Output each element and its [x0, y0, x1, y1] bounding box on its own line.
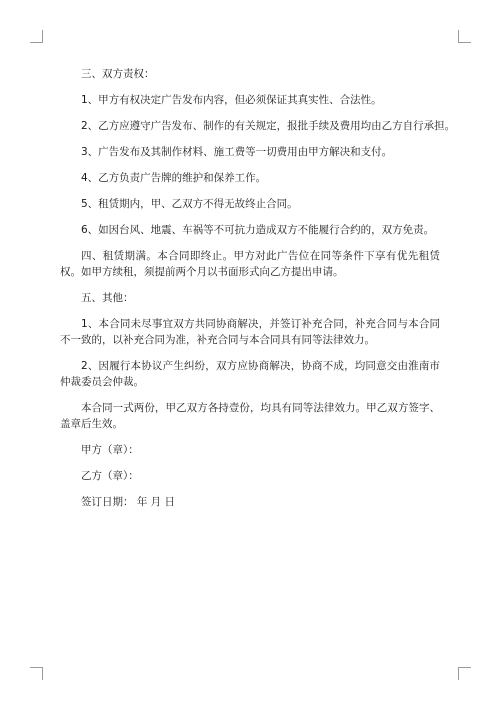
- clause-paragraph: 4、乙方负责广告牌的维护和保养工作。: [81, 172, 267, 184]
- corner-mark-top-left: [30, 30, 43, 43]
- party-b-seal-line: 乙方（章）：: [81, 470, 139, 482]
- document-body: [60, 66, 456, 510]
- corner-mark-bottom-left: [30, 667, 43, 680]
- corner-mark-bottom-right: [458, 667, 471, 680]
- clause-paragraph: 3、广告发布及其制作材料、施工费等一切费用由甲方解决和支付。: [81, 146, 393, 158]
- clause-paragraph: 1、甲方有权决定广告发布内容，但必须保证其真实性、合法性。: [81, 94, 382, 106]
- signing-date-line: 签订日期： 年 月 日: [81, 496, 176, 508]
- clause-paragraph: 2、乙方应遵守广告发布、制作的有关规定，报批手续及费用均由乙方自行承担。: [81, 120, 456, 132]
- clause-paragraph: 2、因履行本协议产生纠纷，双方应协商解决，协商不成，均同意交由淮南市仲裁委员会仲裁。: [60, 360, 440, 388]
- clause-paragraph: 1、本合同未尽事宜双方共同协商解决，并签订补充合同，补充合同与本合同不一致的，以补充合同为准，补充合同与本合同具有同等法律效力。: [60, 318, 440, 346]
- section-heading-rights: 三、双方责权：: [81, 68, 155, 80]
- party-a-seal-line: 甲方（章）：: [81, 444, 139, 456]
- clause-paragraph: 6、如因台风、地震、车祸等不可抗力造成双方不能履行合约的，双方免责。: [81, 224, 435, 236]
- section-heading-other: 五、其他：: [81, 292, 134, 304]
- clause-paragraph: 5、租赁期内，甲、乙双方不得无故终止合同。: [81, 198, 298, 210]
- copies-clause: 本合同一式两份，甲乙双方各持壹份，均具有同等法律效力。甲乙双方签字、盖章后生效。: [60, 402, 440, 430]
- section-lease-expiry: 四、租赁期满。本合同即终止。甲方对此广告位在同等条件下享有优先租赁权。如甲方续租，须提前两个月以书面形式向乙方提出申请。: [60, 250, 440, 278]
- corner-mark-top-right: [458, 30, 471, 43]
